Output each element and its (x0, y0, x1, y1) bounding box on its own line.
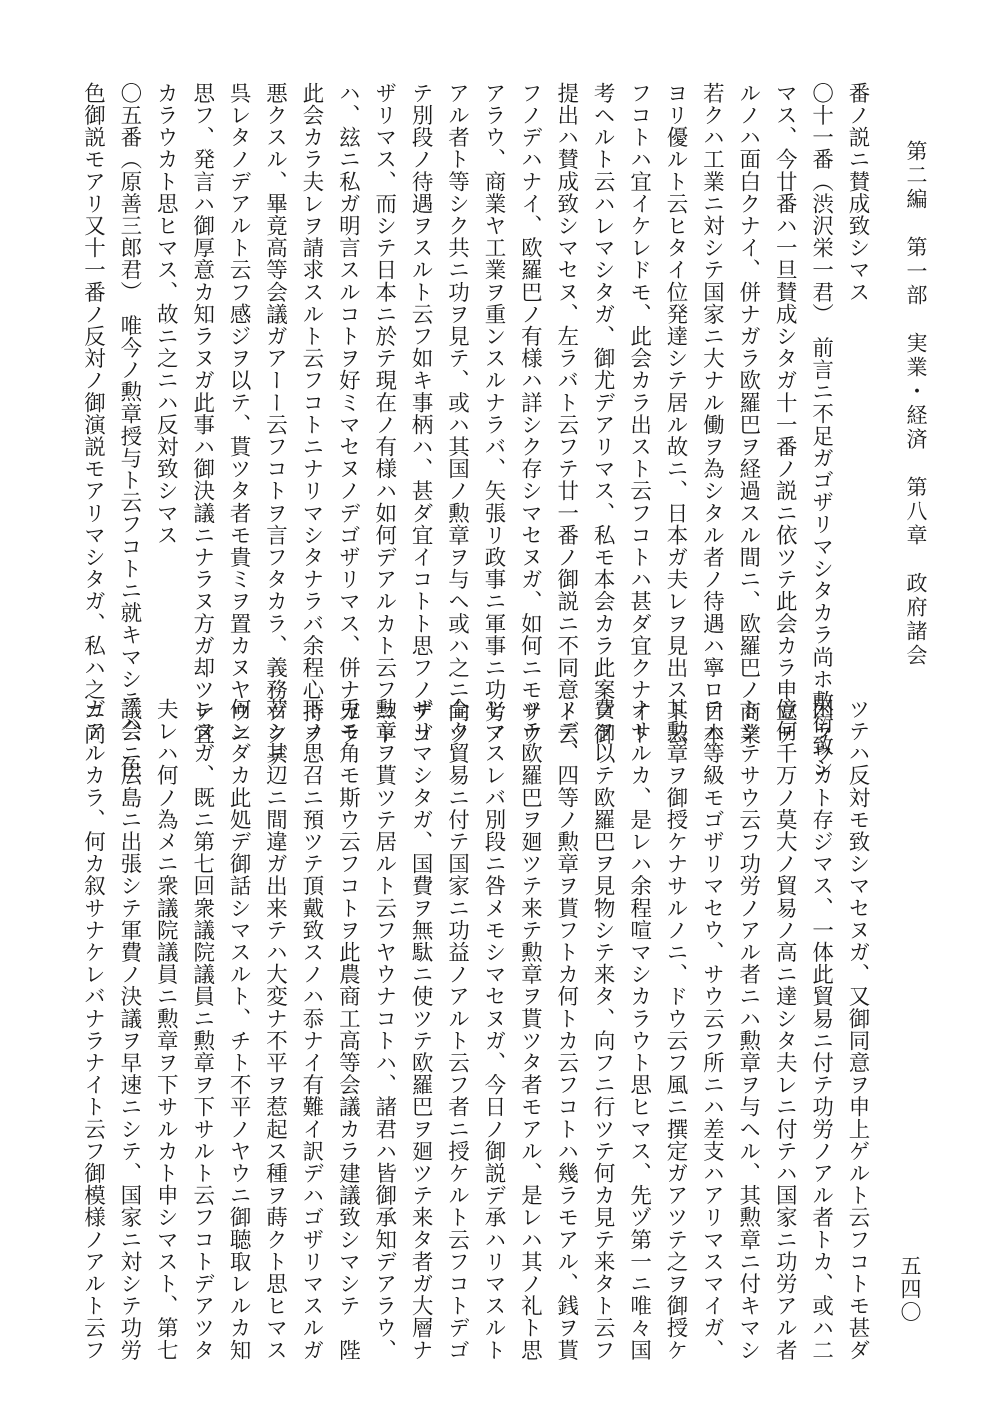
text-line: 億何千万ノ莫大ノ貿易ノ高ニ達シタ夫レニ付テハ国家ニ功労アル者 (772, 698, 798, 1361)
text-line: ハ、玆ニ私ガ明言スルコトヲ好ミマセヌノデゴザリマス、併ナガラ (335, 82, 361, 745)
text-line: フノデハナイ、欧羅巴ノ有様ハ詳シク存シマセヌガ、如何ニモサウ (517, 82, 543, 745)
text-line: マス、今廿番ハ一旦賛成シタガ十一番ノ説ニ依ツテ此会カラ申立テ (772, 82, 798, 745)
text-line: 困ラウカト存ジマス、一体此貿易ニ付テ功労ノアル者トカ、或ハ二 (808, 698, 834, 1361)
text-line: 提出ハ賛成致シマセヌ、左ラバト云フテ廿一番ノ御説ニ不同意ト云 (553, 82, 579, 745)
text-line: 勲章ヲ貰ツテ居ルト云フヤウナコトハ、諸君ハ皆御承知デアラウ、 (371, 698, 397, 1361)
text-line: トシテサウ云フ功労ノアル者ニハ勲章ヲ与ヘル、其勲章ニ付キマシ (735, 698, 761, 1361)
text-line: カラウカト思ヒマス、故ニ之ニハ反対致シマス (153, 82, 179, 547)
text-line: ザリマス、而シテ日本ニ於テ現在ノ有様ハ如何デアルカト云フコト (371, 82, 397, 745)
text-line: 若クハ工業ニ対シテ国家ニ大ナル働ヲ為シタル者ノ待遇ハ寧ロ日本 (699, 82, 725, 745)
text-line: テ別段ノ待遇ヲスルト云フ如キ事柄ハ、甚ダ宜イコトト思フノデゴ (408, 82, 434, 745)
text-line: 〇五番（原善三郎君） 唯今ノ勲章授与ト云フコトニ就キマシテハ、色 (116, 82, 142, 779)
text-line: ザリマシタガ、国費ヲ無駄ニ使ツテ欧羅巴ヲ廻ツテ来タ者ガ大層ナ (408, 698, 434, 1361)
running-head: 第二編 第一部 実業・経済 第八章 政府諸会 (904, 140, 928, 668)
text-line: 此会カラ夫レヲ請求スルト云フコトニナリマシタナラバ余程心持ヲ (298, 82, 324, 745)
lower-text-block (74, 698, 875, 1361)
text-line: 議会ニ広島ニ出張シテ軍費ノ決議ヲ早速ニシテ、国家ニ対シテ功労 (116, 698, 142, 1361)
text-line: 夫レハ何ノ為メニ衆議院議員ニ勲章ヲ下サルカト申シマスト、第七 (153, 698, 179, 1361)
text-line: ヒマスレバ別段ニ咎メモシマセヌガ、今日ノ御説デ承ハリマスルト (480, 698, 506, 1361)
text-line: 悪クスル、畢竟高等会議ガアーー云フコトヲ言フタカラ、義務ヅクデ (262, 82, 288, 768)
text-line: アル者ト等シク共ニ功ヲ見テ、或ハ其国ノ勲章ヲ与ヘ或ハ之ニ向ツ (444, 82, 470, 745)
text-line: ルノハ面白クナイ、併ナガラ欧羅巴ヲ経過スル間ニ、欧羅巴ノ商業 (735, 82, 761, 745)
text-line: 其勲章ヲ御授ケナサルノニ、ドウ云フ風ニ撰定ガアツテ之ヲ御授ケ (662, 698, 688, 1361)
text-line: 呉レタノデアルト云フ感ジヲ以テ、貰ツタ者モ貴ミヲ置カヌヤウニ (226, 82, 252, 745)
text-line: フコトハ宜イケレドモ、此会カラ出スト云フコトハ甚ダ宜クナイト (626, 82, 652, 745)
upper-text-block (74, 82, 875, 779)
text-line: ツテハ反対モ致シマセヌガ、又御同意ヲ申上ゲルト云フコトモ甚ダ (845, 698, 870, 1361)
text-line: 〇十一番（渋沢栄一君） 前言ニ不足ガゴザリマシタカラ尚ホ敷衍致シ (808, 82, 834, 779)
text-line: ガアルカラ、何カ叙サナケレバナラナイト云フ御模様ノアルト云フ (80, 698, 106, 1361)
text-line: 費ヲ以テ欧羅巴ヲ見物シテ来タ、向フニ行ツテ何カ見テ来タト云フ (590, 698, 616, 1361)
text-line: ツテ欧羅巴ヲ廻ツテ来テ勲章ヲ貰ツタ者モアル、是レハ其ノ礼ト思 (517, 698, 543, 1361)
text-line: レヌガ、既ニ第七回衆議院議員ニ勲章ヲ下サルト云フコトデアツタ (189, 698, 215, 1361)
text-line: 兎モ角モ斯ウ云フコトヲ此農商工高等会議カラ建議致シマシテ 陛 (335, 698, 361, 1361)
text-line: テハ等級モゴザリマセウ、サウ云フ所ニハ差支ハアリマスマイガ、 (699, 698, 725, 1361)
text-line: 考ヘルト云ハレマシタガ、御尤デアリマス、私モ本会カラ此案ノ御 (590, 82, 616, 745)
text-line: 何ンダカ此処デ御話シマスルト、チト不平ノヤウニ御聴取レルカ知 (226, 698, 252, 1361)
text-line: 思フ、発言ハ御厚意カ知ラヌガ此事ハ御決議ニナラヌ方ガ却ツテ宜 (189, 82, 215, 745)
text-line: ノデ、四等ノ勲章ヲ貰フトカ何トカ云フコトハ幾ラモアル、銭ヲ貰 (553, 698, 579, 1361)
text-line: ナサルカ、是レハ余程喧マシカラウト思ヒマス、先ヅ第一ニ唯々国 (626, 698, 652, 1361)
text-line: 若シ其辺ニ間違ガ出来テハ大変ナ不平ヲ惹起ス種ヲ蒔クト思ヒマス (262, 698, 288, 1361)
text-line: 下ノ思召ニ預ツテ頂戴致スノハ忝ナイ有難イ訳デハゴザリマスルガ (298, 698, 324, 1361)
text-line: アラウ、商業ヤ工業ヲ重ンスルナラバ、矢張リ政事ニ軍事ニ功労ノ (480, 82, 506, 745)
text-line: 全ク貿易ニ付テ国家ニ功益ノアルト云フ者ニ授ケルト云フコトデゴ (444, 698, 470, 1361)
page-number: 五四〇 (898, 1255, 922, 1324)
text-line: 色御説モアリ又十一番ノ反対ノ御演説モアリマシタガ、私ハ之ニ向 (80, 82, 106, 745)
text-line: ヨリ優ルト云ヒタイ位発達シテ居ル故ニ、日本ガ夫レヲ見出スト云 (662, 82, 688, 745)
text-line: 番ノ説ニ賛成致シマス (845, 82, 870, 303)
